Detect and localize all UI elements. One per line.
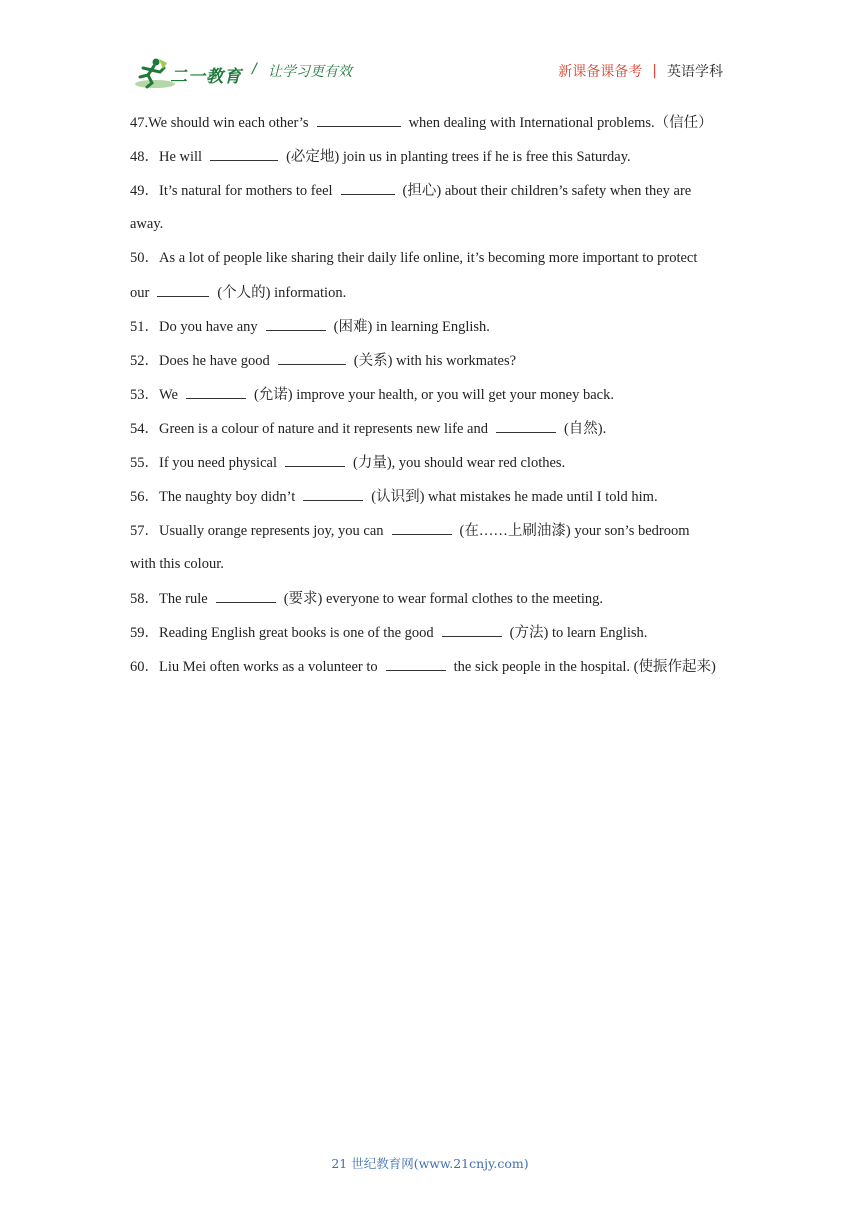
question-text: (方法) to learn English. [509, 625, 648, 641]
question-number: 55． [130, 455, 159, 471]
question-text: Green is a colour of nature and it represents new life and [159, 421, 488, 437]
question-number: 60． [130, 659, 159, 675]
question-56 [130, 486, 658, 507]
question-text: Do you have any [159, 319, 258, 335]
question-number: 47. [130, 115, 149, 131]
page-header [0, 0, 860, 100]
slogan-separator: / [252, 61, 257, 77]
header-subject [558, 61, 723, 81]
question-text: (担心) about their children’s safety when they are [402, 183, 692, 199]
answer-blank[interactable] [496, 418, 556, 433]
question-54 [130, 418, 606, 439]
question-text: (必定地) join us in planting trees if he is free this Saturday. [286, 149, 631, 165]
slogan: 让学习更有效 [268, 64, 352, 80]
question-number: 53． [130, 387, 159, 403]
question-49-continued [130, 214, 163, 234]
question-text: Reading English great books is one of the good [159, 625, 434, 641]
question-58 [130, 588, 603, 609]
question-text: If you need physical [159, 455, 277, 471]
question-number: 49． [130, 183, 159, 199]
question-text: away. [130, 216, 164, 232]
header-course-label: 新课备课备考 [558, 64, 643, 80]
answer-blank[interactable] [317, 112, 401, 127]
question-number: 52． [130, 353, 159, 369]
question-text: We should win each other’s [148, 115, 309, 131]
question-number: 56． [130, 489, 159, 505]
question-57 [130, 520, 690, 541]
question-text: (力量), you should wear red clothes. [352, 455, 566, 471]
question-text: our [130, 285, 150, 301]
question-55 [130, 452, 565, 473]
question-text: It’s natural for mothers to feel [159, 183, 333, 199]
header-subject-label: 英语学科 [667, 64, 723, 80]
question-text: with this colour. [130, 556, 224, 572]
question-text: The rule [159, 591, 208, 607]
question-number: 50． [130, 250, 159, 266]
answer-blank[interactable] [210, 146, 278, 161]
question-text: As a lot of people like sharing their daily life online, it’s becoming more important to protect [159, 250, 698, 266]
question-text: Usually orange represents joy, you can [159, 523, 384, 539]
answer-blank[interactable] [157, 282, 209, 297]
question-53 [130, 384, 614, 405]
question-60 [130, 656, 716, 677]
question-59 [130, 622, 647, 643]
logo-text: 二一教育 [170, 67, 242, 87]
question-text: (困难) in learning English. [333, 319, 490, 335]
question-50-continued [130, 282, 346, 303]
answer-blank[interactable] [442, 622, 502, 637]
question-48 [130, 146, 631, 167]
question-51 [130, 316, 490, 337]
question-text: We [159, 387, 178, 403]
question-text: (关系) with his workmates? [353, 353, 517, 369]
answer-blank[interactable] [303, 486, 363, 501]
question-text: (自然). [563, 421, 607, 437]
answer-blank[interactable] [386, 656, 446, 671]
answer-blank[interactable] [285, 452, 345, 467]
answer-blank[interactable] [186, 384, 246, 399]
answer-blank[interactable] [216, 588, 276, 603]
question-50 [130, 248, 697, 268]
question-text: (个人的) information. [217, 285, 347, 301]
question-number: 57． [130, 523, 159, 539]
header-divider: | [652, 63, 657, 79]
question-49 [130, 180, 691, 201]
question-text: He will [159, 149, 203, 165]
question-text: (在……上刷油漆) your son’s bedroom [459, 523, 690, 539]
question-text: Does he have good [159, 353, 270, 369]
question-text: (要求) everyone to wear formal clothes to the meeting. [283, 591, 604, 607]
page-footer: 21 世纪教育网(www.21cnjy.com) [331, 1156, 529, 1171]
answer-blank[interactable] [278, 350, 346, 365]
question-number: 48． [130, 149, 159, 165]
question-number: 54． [130, 421, 159, 437]
question-text: when dealing with International problems.（信任） [408, 115, 713, 131]
question-52 [130, 350, 516, 371]
answer-blank[interactable] [392, 520, 452, 535]
answer-blank[interactable] [341, 180, 395, 195]
question-number: 51． [130, 319, 159, 335]
question-text: the sick people in the hospital. (使振作起来) [453, 659, 716, 675]
question-text: Liu Mei often works as a volunteer to [159, 659, 378, 675]
question-number: 59． [130, 625, 159, 641]
question-57-continued [130, 554, 224, 574]
answer-blank[interactable] [266, 316, 326, 331]
question-47 [130, 112, 713, 133]
question-text: (认识到) what mistakes he made until I told him. [371, 489, 658, 505]
question-number: 58． [130, 591, 159, 607]
question-text: The naughty boy didn’t [159, 489, 296, 505]
question-text: (允诺) improve your health, or you will get your money back. [253, 387, 614, 403]
